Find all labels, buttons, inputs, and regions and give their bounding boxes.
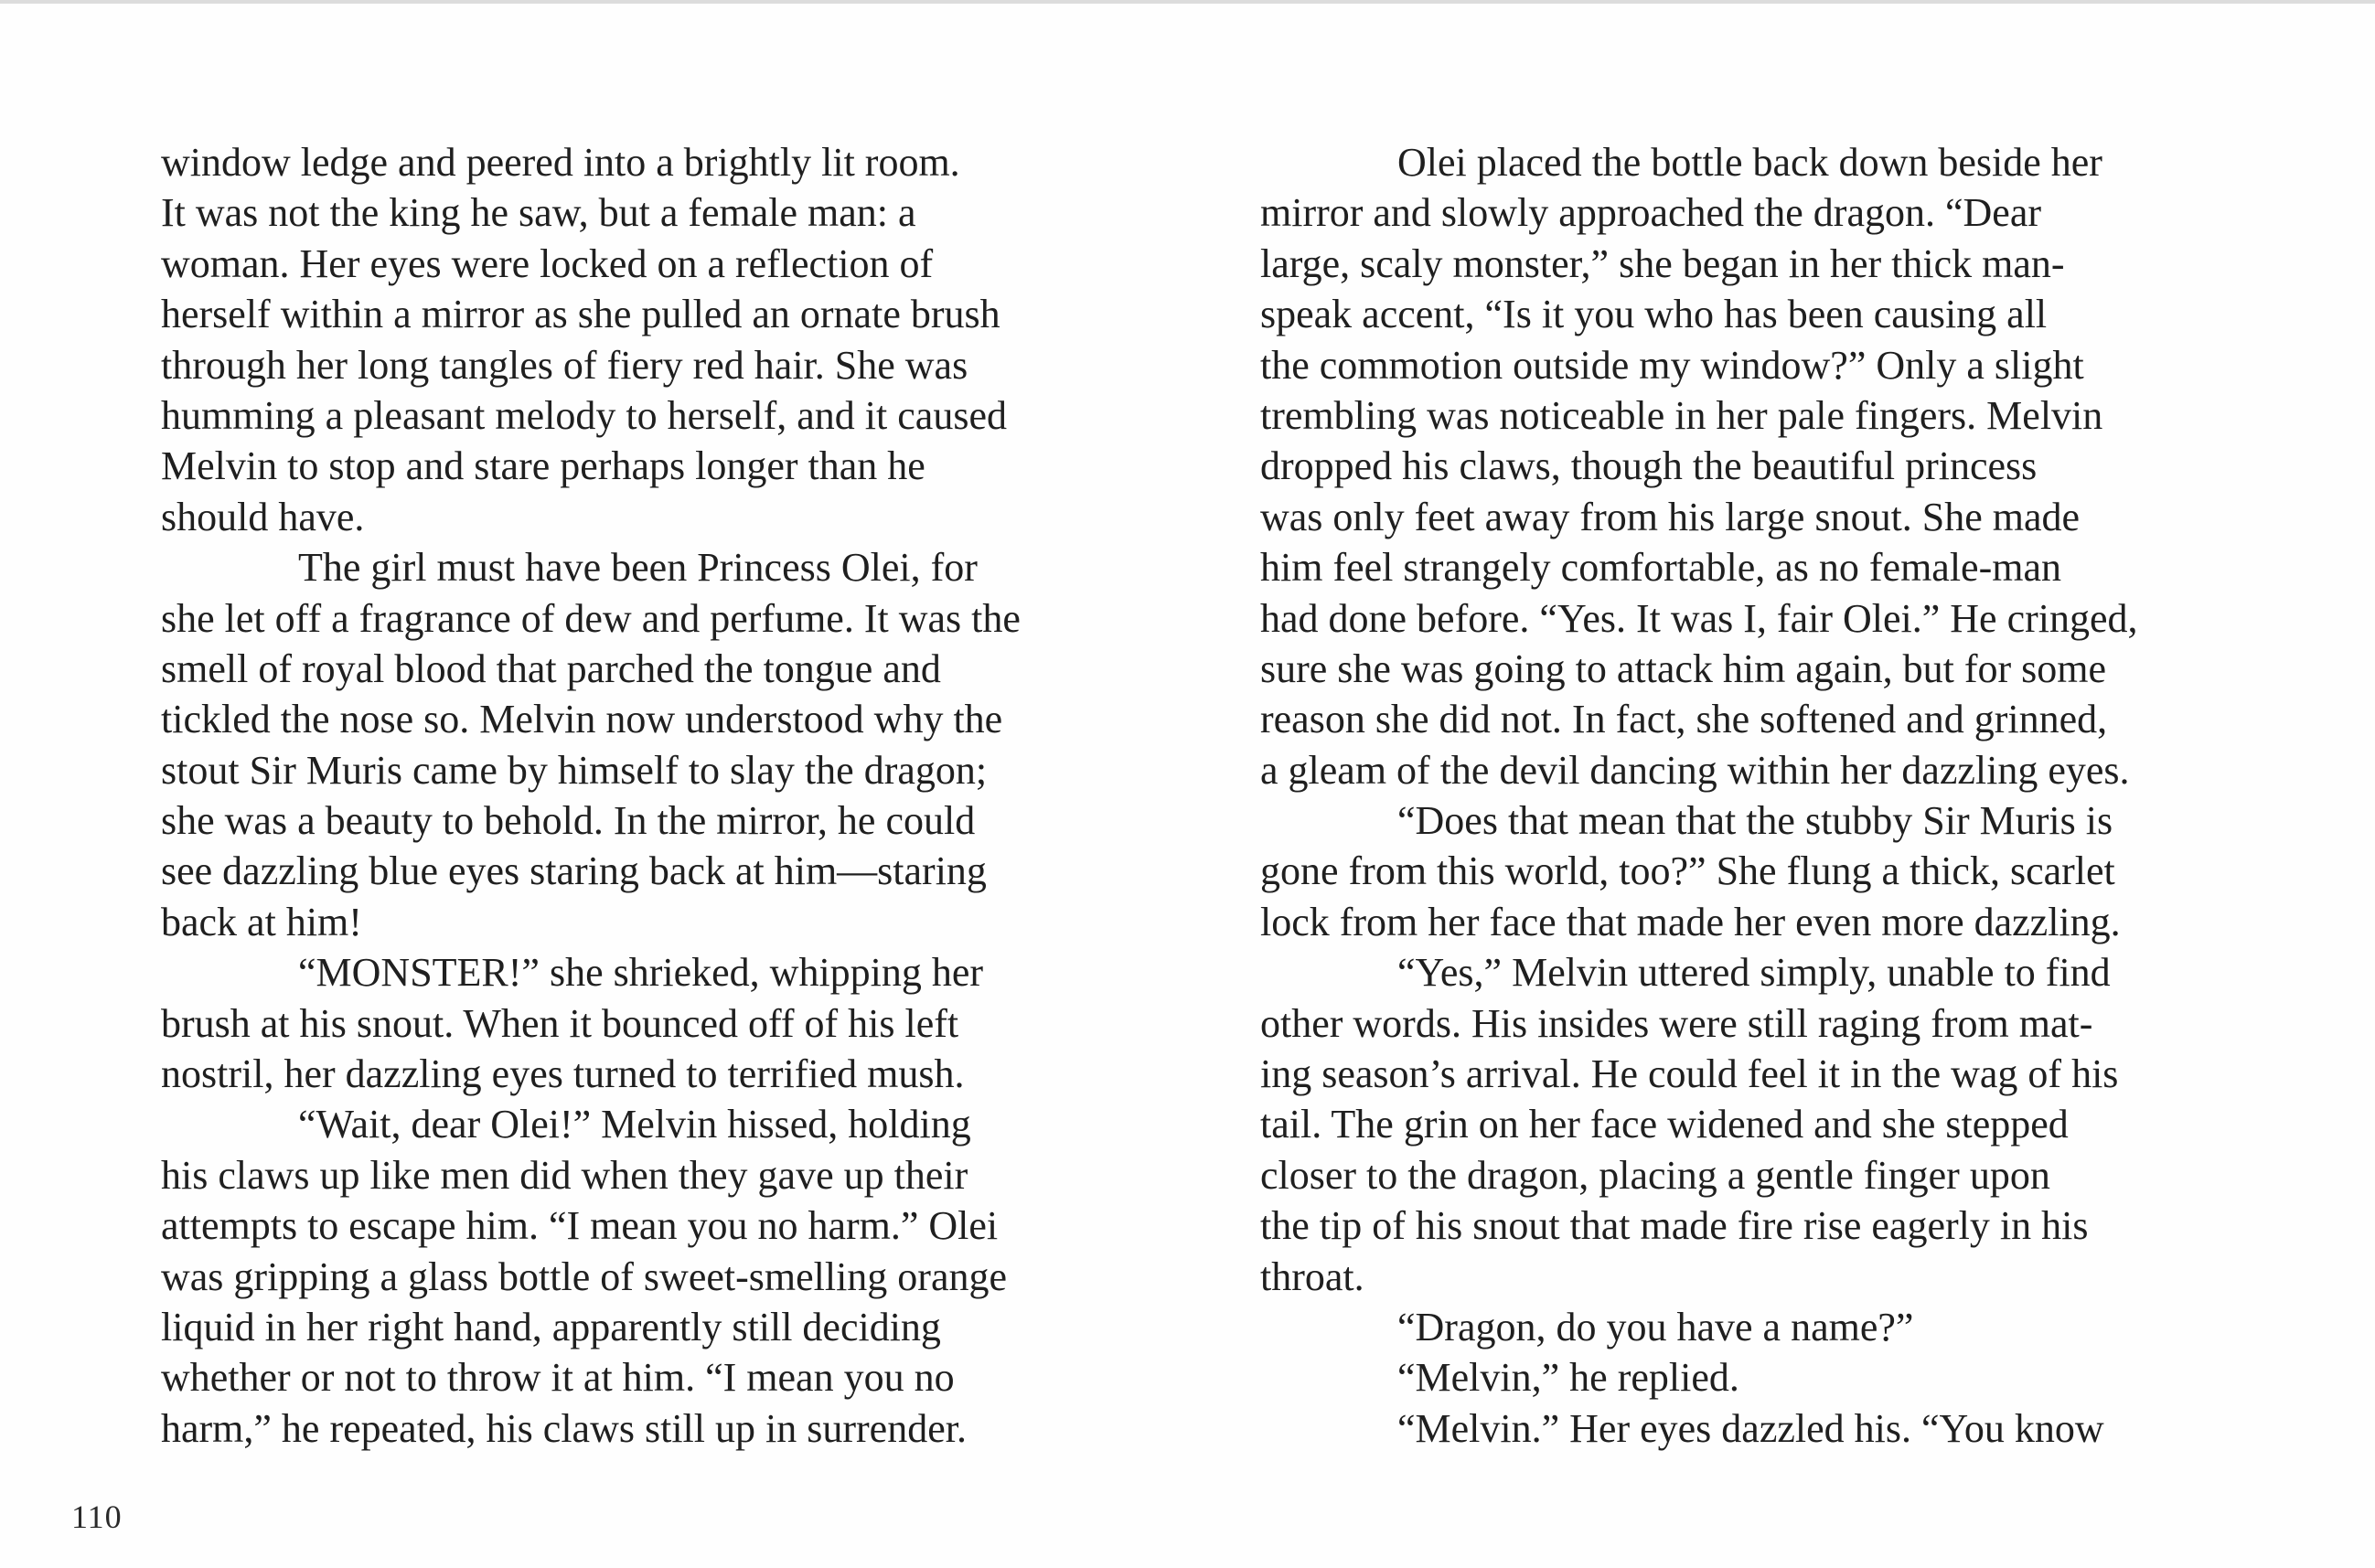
text-line: large, scaly monster,” she began in her thick man-	[1260, 240, 2065, 286]
text-line: woman. Her eyes were locked on a reflection of	[161, 240, 934, 286]
text-line: “Yes,” Melvin uttered simply, unable to find	[1397, 950, 2111, 996]
text-line: closer to the dragon, placing a gentle finger upon	[1260, 1152, 2050, 1198]
text-line: Melvin to stop and stare perhaps longer than he	[161, 443, 925, 489]
text-line: dropped his claws, though the beautiful princess	[1260, 443, 2038, 489]
text-line: “Does that mean that the stubby Sir Muris is	[1397, 798, 2113, 844]
text-line: him feel strangely comfortable, as no female-man	[1260, 545, 2061, 591]
text-line: gone from this world, too?” She flung a thick, scarlet	[1260, 848, 2115, 894]
text-line: ing season’s arrival. He could feel it in the wag of his	[1260, 1051, 2119, 1097]
text-line: “Wait, dear Olei!” Melvin hissed, holding	[298, 1102, 971, 1147]
page-number: 110	[71, 1499, 123, 1535]
text-line: The girl must have been Princess Olei, for	[298, 545, 978, 591]
text-line: should have.	[161, 494, 365, 539]
text-line: whether or not to throw it at him. “I mean you no	[161, 1355, 955, 1401]
text-line: his claws up like men did when they gave up their	[161, 1152, 968, 1198]
text-line: see dazzling blue eyes staring back at him—staring	[161, 848, 987, 894]
text-line: sure she was going to attack him again, but for some	[1260, 645, 2107, 691]
text-line: Olei placed the bottle back down beside her	[1397, 140, 2102, 185]
text-line: she was a beauty to behold. In the mirror, he could	[161, 798, 976, 844]
text-line: was only feet away from his large snout. She made	[1260, 494, 2081, 539]
text-line: stout Sir Muris came by himself to slay the dragon;	[161, 747, 988, 793]
text-line: reason she did not. In fact, she softened and grinned,	[1260, 697, 2108, 742]
page-edge	[0, 0, 2375, 4]
text-line: mirror and slowly approached the dragon. “Dear	[1260, 190, 2042, 236]
right-page-text	[1260, 137, 2284, 1454]
text-line: tail. The grin on her face widened and she stepped	[1260, 1102, 2069, 1147]
text-line: the commotion outside my window?” Only a slight	[1260, 342, 2084, 388]
text-line: “Dragon, do you have a name?”	[1397, 1304, 1914, 1349]
text-line: lock from her face that made her even more dazzling.	[1260, 899, 2121, 944]
text-line: liquid in her right hand, apparently still deciding	[161, 1304, 941, 1349]
text-line: through her long tangles of fiery red hair. She was	[161, 342, 968, 388]
text-line: attempts to escape him. “I mean you no harm.” Olei	[161, 1203, 999, 1249]
text-line: a gleam of the devil dancing within her dazzling eyes.	[1260, 747, 2130, 793]
text-line: “Melvin,” he replied.	[1397, 1355, 1739, 1401]
text-line: brush at his snout. When it bounced off of his left	[161, 1000, 959, 1046]
text-line: “Melvin.” Her eyes dazzled his. “You know	[1397, 1405, 2104, 1451]
text-line: window ledge and peered into a brightly lit room.	[161, 140, 960, 185]
text-line: she let off a fragrance of dew and perfume. It was the	[161, 595, 1021, 641]
text-line: smell of royal blood that parched the tongue and	[161, 645, 941, 691]
text-line: humming a pleasant melody to herself, and it caused	[161, 392, 1007, 438]
text-line: tickled the nose so. Melvin now understood why the	[161, 697, 1003, 742]
text-line: harm,” he repeated, his claws still up in surrender.	[161, 1405, 967, 1451]
text-line: “MONSTER!” she shrieked, whipping her	[298, 950, 984, 996]
text-line: speak accent, “Is it you who has been causing all	[1260, 292, 2048, 337]
text-line: other words. His insides were still raging from mat-	[1260, 1000, 2093, 1046]
text-line: was gripping a glass bottle of sweet-smelling orange	[161, 1253, 1008, 1299]
text-line: had done before. “Yes. It was I, fair Olei.” He cringed,	[1260, 595, 2138, 641]
text-line: It was not the king he saw, but a female man: a	[161, 190, 916, 236]
text-line: trembling was noticeable in her pale fingers. Melvin	[1260, 392, 2103, 438]
text-line: back at him!	[161, 899, 362, 944]
text-line: nostril, her dazzling eyes turned to terrified mush.	[161, 1051, 965, 1097]
text-line: the tip of his snout that made fire rise eagerly in his	[1260, 1203, 2089, 1249]
text-line: throat.	[1260, 1253, 1364, 1299]
text-line: herself within a mirror as she pulled an ornate brush	[161, 292, 1000, 337]
left-page-text	[161, 137, 1185, 1454]
